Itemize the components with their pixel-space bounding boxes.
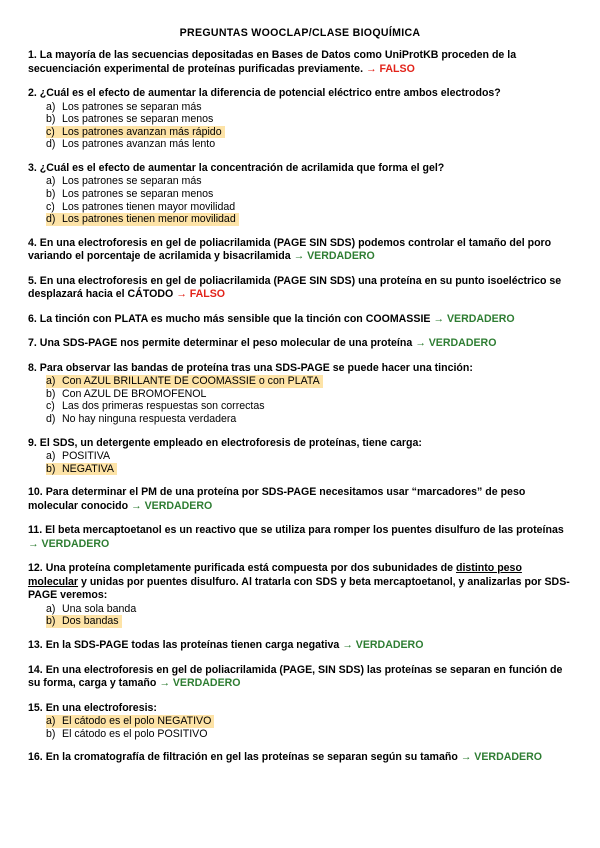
options-list — [46, 375, 572, 425]
question-text: La mayoría de las secuencias depositadas en Bases de Datos como UniProtKB proceden de la secuenciación experimental de proteínas purificadas previamente. — [28, 49, 517, 75]
option-a: a) Los patrones se separan más — [46, 100, 202, 113]
answer-true: → VERDADERO — [159, 677, 241, 689]
option-a: a) Los patrones se separan más — [46, 175, 202, 188]
option-a: a) POSITIVA — [46, 450, 111, 463]
question-number: 8. — [28, 361, 37, 374]
options-list — [46, 603, 572, 628]
question-7 — [28, 337, 572, 351]
option-b: b) Con AZUL DE BROMOFENOL — [46, 387, 207, 400]
question-text-start: Una proteína completamente purificada está compuesta por dos subunidades de — [45, 562, 454, 575]
answer-true: → VERDADERO — [433, 312, 515, 325]
question-text: En una electroforesis: — [45, 701, 157, 714]
question-text: En la cromatografía de filtración en gel las proteínas se separan según su tamaño — [45, 751, 458, 764]
question-text: En una electroforesis en gel de poliacrilamida (PAGE SIN SDS) podemos controlar el tamaño del poro variando el porcentaje de acrilamida y bisacrilamida — [28, 236, 552, 263]
answer-true: → VERDADERO — [460, 751, 542, 764]
option-d: d) Los patrones avanzan más lento — [46, 138, 216, 151]
question-number: 13. — [28, 639, 43, 651]
question-number: 15. — [28, 701, 43, 714]
question-text: ¿Cuál es el efecto de aumentar la diferencia de potencial eléctrico entre ambos electrodos? — [39, 87, 501, 99]
question-text: El SDS, un detergente empleado en electroforesis de proteínas, tiene carga: — [39, 436, 422, 449]
question-14 — [28, 664, 572, 691]
option-b-correct: b) Dos bandas — [46, 615, 572, 628]
question-11 — [28, 524, 572, 551]
question-1 — [28, 49, 572, 76]
option-c-correct: c) Los patrones avanzan más rápido — [46, 126, 572, 139]
question-text: Una SDS-PAGE nos permite determinar el peso molecular de una proteína — [39, 337, 413, 350]
option-d-correct: d) Los patrones tienen menor movilidad — [46, 213, 572, 226]
question-number: 9. — [28, 436, 37, 449]
answer-false: → FALSO — [176, 288, 226, 301]
question-5 — [28, 275, 572, 302]
option-b: b) Los patrones se separan menos — [46, 187, 214, 200]
question-number: 1. — [28, 49, 37, 61]
options-list — [46, 715, 572, 740]
question-4 — [28, 237, 572, 264]
question-13 — [28, 639, 572, 653]
option-c: c) Las dos primeras respuestas son correctas — [46, 400, 265, 413]
question-number: 3. — [28, 161, 37, 174]
options-list — [46, 175, 572, 225]
option-a: a) Una sola banda — [46, 602, 137, 615]
question-text: Para determinar el PM de una proteína por SDS-PAGE necesitamos usar “marcadores” de peso molecular conocido — [28, 486, 526, 512]
option-d: d) No hay ninguna respuesta verdadera — [46, 413, 237, 426]
answer-true: → VERDADERO — [293, 250, 375, 263]
option-b: b) Los patrones se separan menos — [46, 113, 214, 126]
question-8 — [28, 362, 572, 426]
option-b-correct: b) NEGATIVA — [46, 463, 572, 476]
question-text: La tinción con PLATA es mucho más sensible que la tinción con COOMASSIE — [39, 312, 431, 325]
question-number: 12. — [28, 562, 43, 575]
question-2 — [28, 87, 572, 151]
question-text: El beta mercaptoetanol es un reactivo que se utiliza para romper los puentes disulfuro de las proteínas — [45, 524, 564, 537]
question-16 — [28, 751, 572, 765]
answer-true: → VERDADERO — [342, 639, 424, 651]
question-6 — [28, 313, 572, 327]
underlined-phrase: distinto peso molecular — [28, 562, 522, 588]
options-list — [46, 101, 572, 151]
question-text: En una electroforesis en gel de poliacrilamida (PAGE SIN SDS) una proteína en su punto isoeléctrico se desplazará hacia el CÁTODO — [28, 274, 562, 301]
question-text: ¿Cuál es el efecto de aumentar la concentración de acrilamida que forma el gel? — [39, 161, 445, 174]
question-9 — [28, 437, 572, 476]
question-number: 7. — [28, 337, 37, 350]
question-number: 4. — [28, 236, 37, 249]
option-c: c) Los patrones tienen mayor movilidad — [46, 200, 236, 213]
answer-true: → VERDADERO — [131, 499, 213, 512]
option-a-correct: a) El cátodo es el polo NEGATIVO — [46, 715, 572, 728]
answer-true: → VERDADERO — [415, 337, 497, 350]
question-number: 16. — [28, 751, 43, 764]
question-number: 6. — [28, 312, 37, 325]
answer-true: → VERDADERO — [28, 537, 110, 550]
question-number: 10. — [28, 486, 43, 499]
question-number: 2. — [28, 87, 37, 99]
option-a-correct: a) Con AZUL BRILLANTE DE COOMASSIE o con PLATA — [46, 375, 572, 388]
question-number: 14. — [28, 663, 43, 676]
question-text: En la SDS-PAGE todas las proteínas tienen carga negativa — [45, 639, 340, 651]
answer-false: → FALSO — [365, 62, 415, 75]
page-title: PREGUNTAS WOOCLAP/CLASE BIOQUÍMICA — [179, 27, 421, 39]
question-number: 11. — [28, 524, 43, 537]
question-number: 5. — [28, 274, 37, 287]
question-text: En una electroforesis en gel de poliacrilamida (PAGE, SIN SDS) las proteínas se separan en función de su forma, carga y tamaño — [28, 663, 563, 689]
question-text: Para observar las bandas de proteína tras una SDS-PAGE se puede hacer una tinción: — [39, 361, 473, 374]
question-10 — [28, 486, 572, 513]
question-12 — [28, 562, 572, 628]
question-text-end: y unidas por puentes disulfuro. Al tratarla con SDS y beta mercaptoetanol, y analizarlas por SDS-PAGE veremos: — [28, 575, 570, 602]
question-15 — [28, 702, 572, 741]
option-b: b) El cátodo es el polo POSITIVO — [46, 727, 208, 740]
question-3 — [28, 162, 572, 226]
options-list — [46, 450, 572, 475]
